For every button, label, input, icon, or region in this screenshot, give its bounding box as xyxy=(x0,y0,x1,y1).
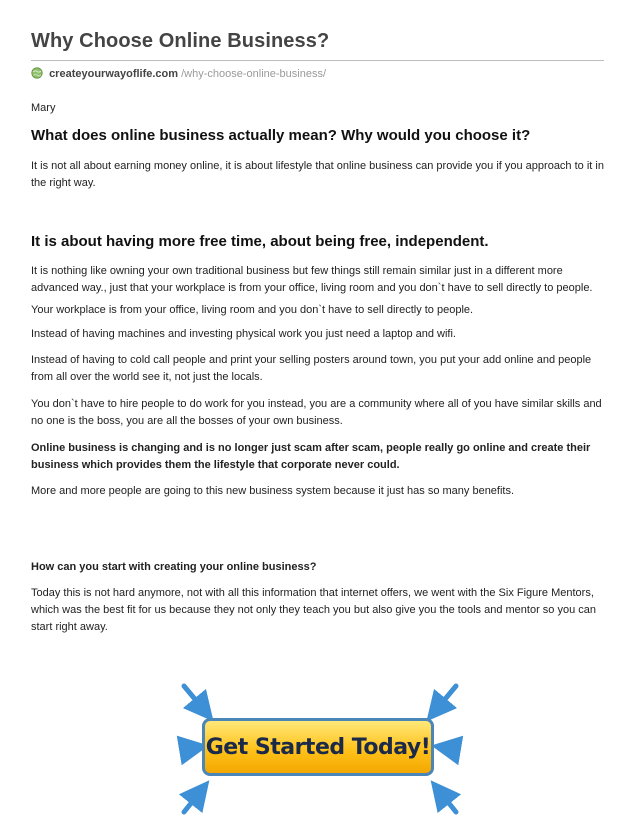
paragraph-six-figure-mentors: Today this is not hard anymore, not with all this information that internet offers, we went with the Six Figure Mentors, which was the best fit for us because they not only they teach you but also give you the tools and mentor so you can start right away. xyxy=(31,587,597,633)
paragraph-lifestyle: It is not all about earning money online, it is about lifestyle that online business can provide you if you approach to it in the right way. xyxy=(31,160,604,189)
source-path: /why-choose-online-business/ xyxy=(181,68,327,80)
paragraph-cold-call: Instead of having to cold call people and print your selling posters around town, you put your add online and people from all over the world see it, not just the locals. xyxy=(31,354,592,383)
paragraph-laptop-wifi: Instead of having machines and investing physical work you just need a laptop and wifi. xyxy=(31,328,456,340)
get-started-button[interactable] xyxy=(202,718,434,776)
page-title: Why Choose Online Business? xyxy=(31,30,330,52)
cta-banner xyxy=(170,676,470,826)
paragraph-traditional-business: It is nothing like owning your own traditional business but few things still remain similar just in a different more advanced way., just that your workplace is from your office, living room and you don`t have to sell directly to people. xyxy=(31,265,593,294)
author-name: Mary xyxy=(31,102,56,114)
paragraph-benefits: More and more people are going to this new business system because it just has so many benefits. xyxy=(31,485,515,497)
section-heading-how-to-start: How can you start with creating your online business? xyxy=(31,561,317,573)
section-heading-what-is-online-business: What does online business actually mean? Why would you choose it? xyxy=(31,127,531,144)
source-domain-link[interactable]: createyourwayoflife.com xyxy=(49,68,179,80)
section-heading-free-time: It is about having more free time, about being free, independent. xyxy=(31,233,489,250)
source-line xyxy=(31,67,326,81)
paragraph-community: You don`t have to hire people to do work for you instead, you are a community where all of you have similar skills and no one is the boss, you are all the bosses of your own business. xyxy=(31,398,602,427)
globe-icon xyxy=(31,67,43,79)
get-started-button-label: Get Started Today! xyxy=(205,734,431,760)
title-divider xyxy=(31,60,604,61)
paragraph-workplace: Your workplace is from your office, living room and you don`t have to sell directly to people. xyxy=(31,304,474,316)
paragraph-changing-bold: Online business is changing and is no longer just scam after scam, people really go online and create their business which provides them the lifestyle that corporate never could. xyxy=(31,442,591,471)
